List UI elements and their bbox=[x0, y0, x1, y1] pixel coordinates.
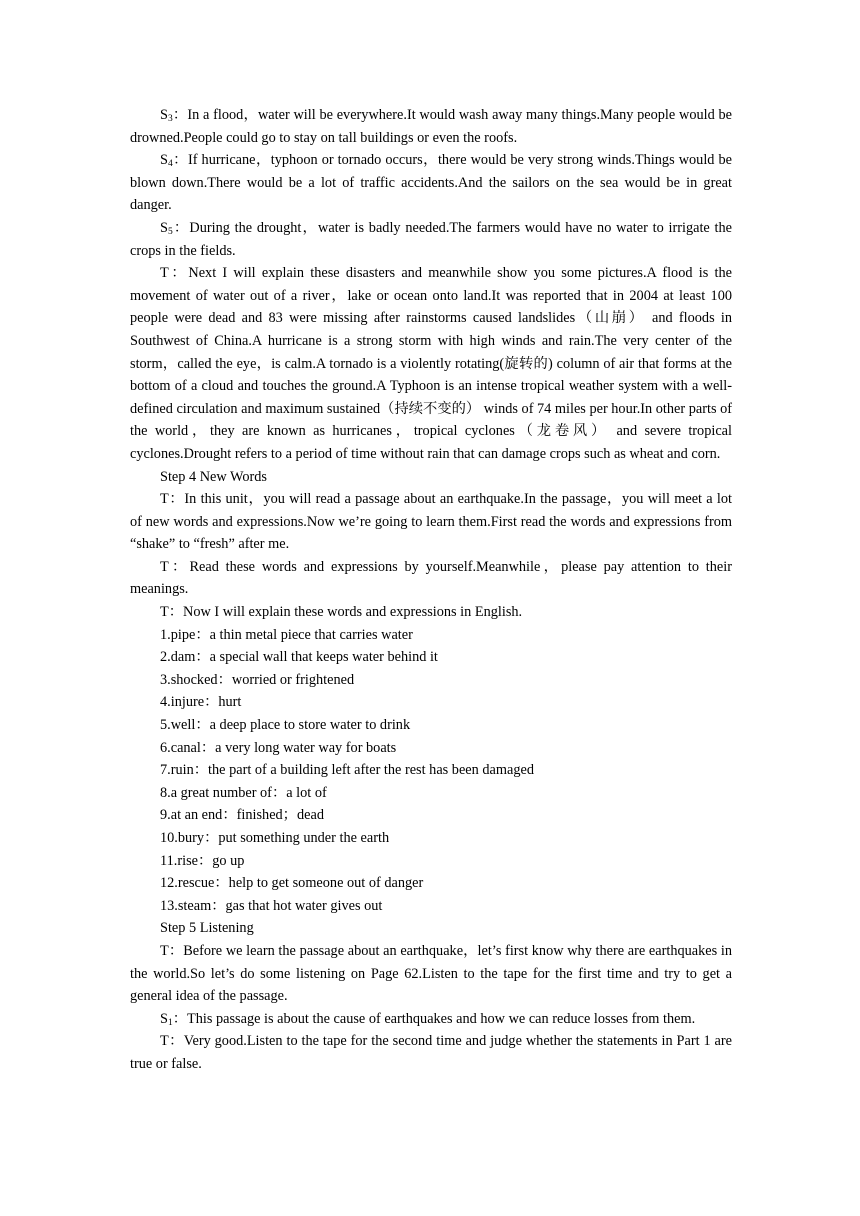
speaker: T bbox=[160, 265, 169, 282]
list-item bbox=[130, 714, 732, 737]
speaker-number: 1 bbox=[167, 1017, 173, 1028]
paragraph bbox=[130, 104, 732, 149]
paragraph-text: ：In a flood，water will be everywhere.It would wash away many things.Many people would be drowned.People could go to stay on tall buildings or even the roofs. bbox=[130, 107, 732, 146]
paragraph-text: ：If hurricane，typhoon or tornado occurs，there would be very strong winds.Things would be blown down.There would be a lot of traffic accidents.And the sailors on the sea would be in great danger. bbox=[130, 152, 732, 214]
speaker: S bbox=[160, 1010, 168, 1027]
list-item bbox=[130, 624, 732, 647]
paragraph-text: ：Read these words and expressions by yourself.Meanwhile，please pay attention to their meanings. bbox=[130, 558, 732, 598]
paragraph bbox=[130, 556, 732, 601]
list-item bbox=[130, 759, 732, 782]
list-item-text: 3.shocked：worried or frightened bbox=[160, 671, 355, 688]
paragraph-text: Step 5 Listening bbox=[160, 920, 254, 937]
list-item-text: 6.canal：a very long water way for boats bbox=[160, 739, 397, 756]
paragraph-text: ：Very good.Listen to the tape for the second time and judge whether the statements in Part 1 are true or false. bbox=[130, 1033, 732, 1072]
paragraph-text: ：During the drought，water is badly needed.The farmers would have no water to irrigate the crops in the fields. bbox=[130, 219, 732, 259]
list-item bbox=[130, 895, 732, 918]
paragraph-text: ：In this unit，you will read a passage about an earthquake.In the passage，you will meet a lot of new words and expressions.Now we’re going to learn them.First read the words and expressions from “shake” to “fresh” after me. bbox=[130, 491, 732, 553]
speaker: T bbox=[160, 942, 169, 959]
paragraph-text: ：Before we learn the passage about an earthquake，let’s first know why there are earthquakes in the world.So let’s do some listening on Page 62.Listen to the tape for the first time and try to get a general idea of the passage. bbox=[130, 942, 732, 1005]
list-item bbox=[130, 782, 732, 805]
paragraph bbox=[130, 149, 732, 217]
list-item bbox=[130, 646, 732, 669]
list-item-text: 2.dam：a special wall that keeps water behind it bbox=[160, 649, 438, 666]
list-item-text: 9.at an end：finished；dead bbox=[160, 807, 324, 824]
speaker: T bbox=[160, 604, 169, 621]
paragraph bbox=[130, 1008, 732, 1031]
paragraph bbox=[130, 1030, 732, 1075]
speaker: S bbox=[160, 107, 168, 123]
speaker: T bbox=[160, 558, 169, 575]
paragraph bbox=[130, 262, 732, 465]
list-item-text: 10.bury：put something under the earth bbox=[160, 830, 390, 846]
paragraph-text: ：Now I will explain these words and expressions in English. bbox=[168, 604, 523, 621]
list-item-text: 11.rise：go up bbox=[160, 852, 245, 869]
speaker-number: 5 bbox=[167, 226, 173, 237]
speaker: S bbox=[160, 219, 168, 236]
list-item bbox=[130, 827, 732, 850]
paragraph-text: ：This passage is about the cause of earthquakes and how we can reduce losses from them. bbox=[172, 1010, 696, 1027]
step-heading bbox=[130, 466, 732, 489]
list-item-text: 13.steam：gas that hot water gives out bbox=[160, 897, 383, 914]
speaker: T bbox=[160, 1033, 169, 1050]
list-item bbox=[130, 737, 732, 760]
list-item bbox=[130, 850, 732, 873]
paragraph-text: Step 4 New Words bbox=[160, 468, 267, 485]
paragraph-text: ：Next I will explain these disasters and meanwhile show you some pictures.A flood is the movement of water out of a river，lake or ocean onto land.It was reported that in 2004 at least 100 people were dead and 83 were missing after rainstorms caused landslides（山崩） and floods in Southwest of China.A hurricane is a strong storm with high winds and rain.The very center of the storm，called the eye，is calm.A tornado is a violently rotating(旋转的) column of air that forms at the bottom of a cloud and touches the ground.A Typhoon is an intense tropical weather system with a well-defined circulation and maximum sustained（持续不变的） winds of 74 miles per hour.In other parts of the world，they are known as hurricanes，tropical cyclones（龙卷风） and severe tropical cyclones.Drought refers to a period of time without rain that can damage crops such as wheat and corn. bbox=[130, 265, 732, 462]
paragraph bbox=[130, 940, 732, 1008]
paragraph bbox=[130, 601, 732, 624]
list-item-text: 7.ruin：the part of a building left after the rest has been damaged bbox=[160, 762, 534, 779]
list-item-text: 1.pipe：a thin metal piece that carries water bbox=[160, 626, 413, 643]
list-item-text: 8.a great number of：a lot of bbox=[160, 784, 327, 801]
speaker-number: 4 bbox=[167, 159, 173, 170]
paragraph bbox=[130, 217, 732, 262]
speaker: T bbox=[160, 491, 169, 508]
paragraph bbox=[130, 488, 732, 556]
document-body bbox=[130, 104, 732, 1076]
speaker-number: 3 bbox=[167, 114, 173, 124]
list-item bbox=[130, 804, 732, 827]
list-item bbox=[130, 669, 732, 692]
step-heading bbox=[130, 917, 732, 940]
list-item bbox=[130, 872, 732, 895]
list-item-text: 4.injure：hurt bbox=[160, 694, 242, 711]
list-item-text: 12.rescue：help to get someone out of danger bbox=[160, 875, 424, 892]
list-item bbox=[130, 691, 732, 714]
speaker: S bbox=[160, 152, 168, 169]
list-item-text: 5.well：a deep place to store water to drink bbox=[160, 717, 411, 734]
